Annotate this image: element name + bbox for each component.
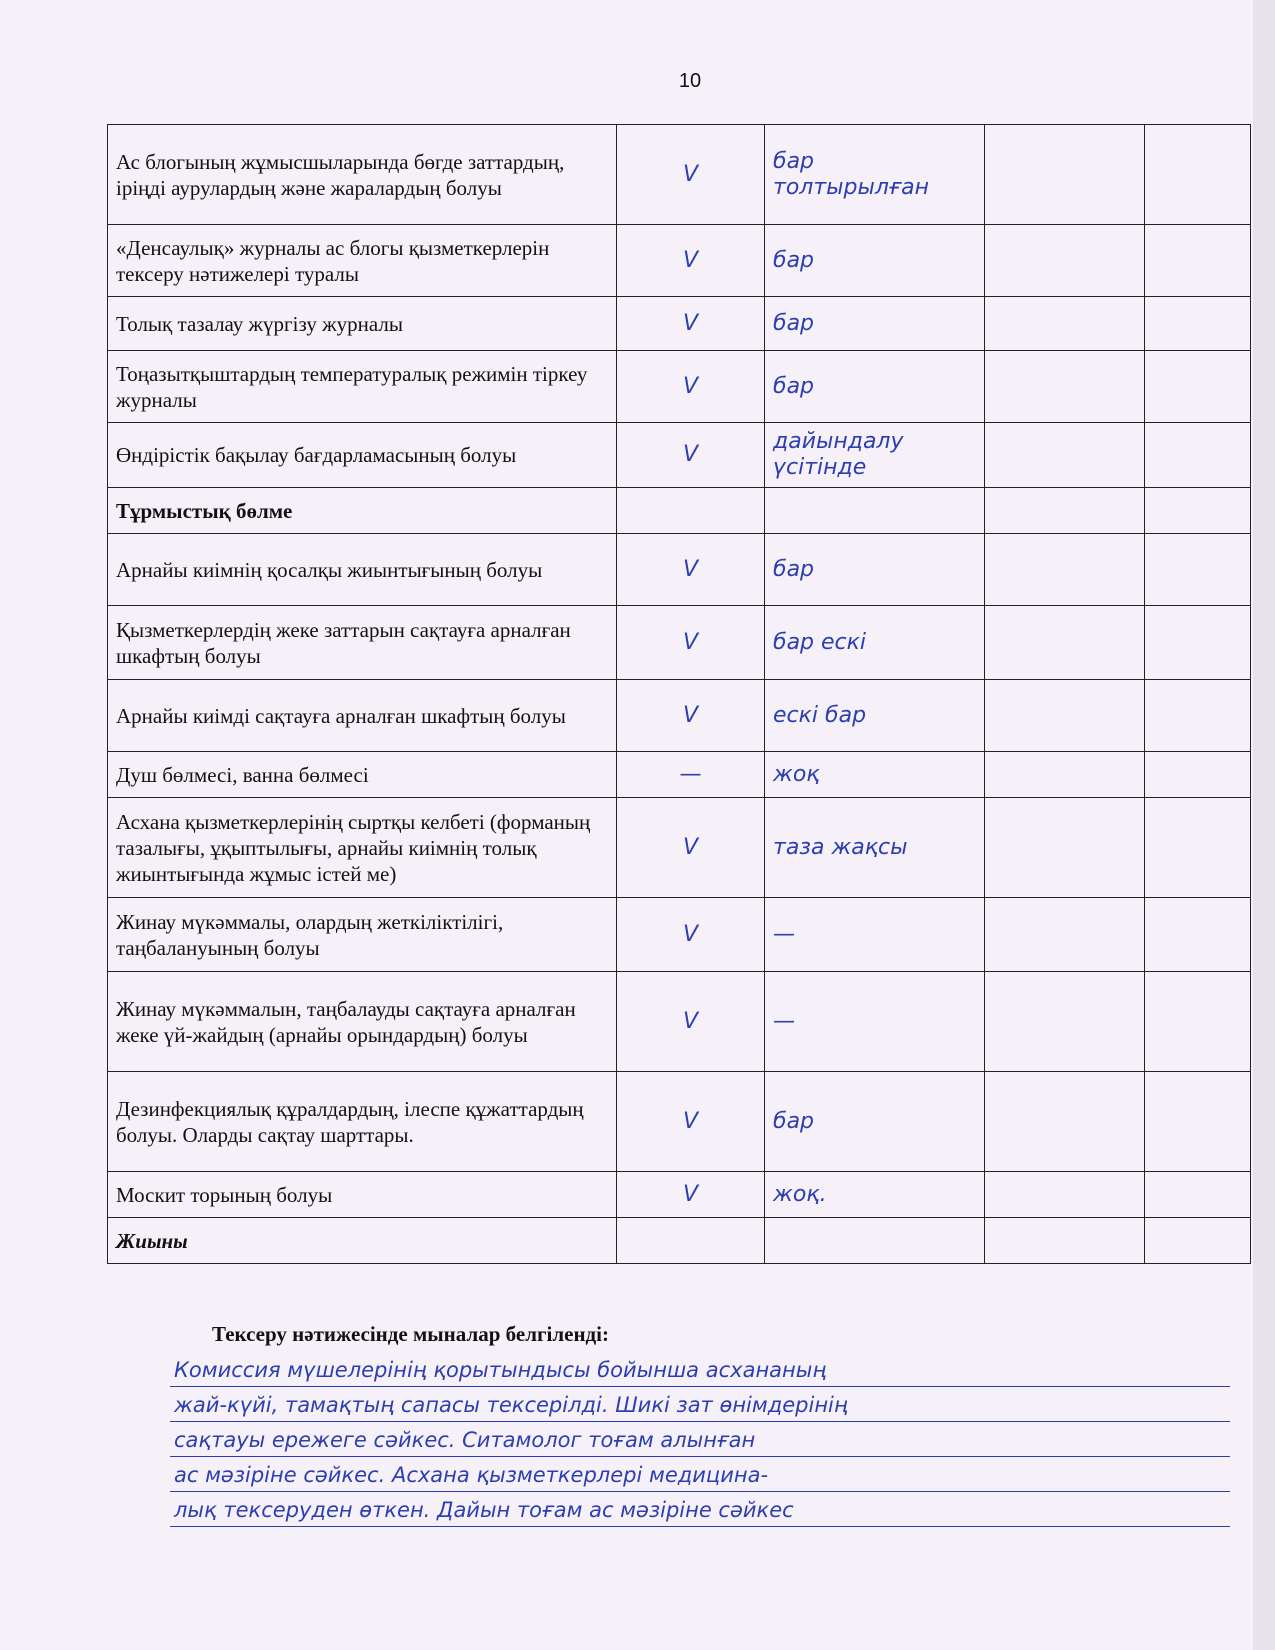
- empty-cell: [985, 898, 1145, 972]
- empty-cell: [1145, 297, 1251, 351]
- check-mark-cell: V: [617, 423, 765, 488]
- empty-cell: [1145, 488, 1251, 534]
- check-mark-cell: [617, 1218, 765, 1264]
- table-row: [108, 1072, 1251, 1172]
- table-row: [108, 898, 1251, 972]
- row-label: Жинау мүкәммалы, олардың жеткіліктілігі, таңбалануының болуы: [108, 898, 617, 972]
- empty-cell: [1145, 972, 1251, 1072]
- empty-cell: [985, 680, 1145, 752]
- empty-cell: [985, 125, 1145, 225]
- findings-line: Комиссия мүшелерінің қорытындысы бойынша асхананың: [170, 1352, 1230, 1387]
- note-cell: —: [765, 972, 985, 1072]
- row-label: Дезинфекциялық құралдардың, ілеспе құжаттардың болуы. Оларды сақтау шарттары.: [108, 1072, 617, 1172]
- total-row: [108, 1218, 1251, 1264]
- empty-cell: [985, 1172, 1145, 1218]
- table-row: [108, 798, 1251, 898]
- empty-cell: [1145, 606, 1251, 680]
- check-mark-cell: V: [617, 351, 765, 423]
- empty-cell: [985, 351, 1145, 423]
- page-number: 10: [678, 70, 702, 92]
- row-label: Жинау мүкәммалын, таңбалауды сақтауға арналған жеке үй-жайдың (арнайы орындардың) болуы: [108, 972, 617, 1072]
- note-cell: бар: [765, 1072, 985, 1172]
- empty-cell: [985, 488, 1145, 534]
- table-row: [108, 423, 1251, 488]
- row-label: Тұрмыстық бөлме: [108, 488, 617, 534]
- empty-cell: [985, 534, 1145, 606]
- note-cell: [765, 1218, 985, 1264]
- check-mark-cell: V: [617, 680, 765, 752]
- check-mark-cell: V: [617, 1172, 765, 1218]
- note-cell: бар ескі: [765, 606, 985, 680]
- note-cell: [765, 488, 985, 534]
- check-mark-cell: V: [617, 225, 765, 297]
- empty-cell: [985, 606, 1145, 680]
- empty-cell: [985, 423, 1145, 488]
- note-cell: ескі бар: [765, 680, 985, 752]
- empty-cell: [1145, 798, 1251, 898]
- table-row: [108, 1172, 1251, 1218]
- findings-line: жай-күйі, тамақтың сапасы тексерілді. Шикі зат өнімдерінің: [170, 1387, 1230, 1422]
- note-cell: бар: [765, 351, 985, 423]
- check-mark-cell: V: [617, 297, 765, 351]
- note-cell: жоқ.: [765, 1172, 985, 1218]
- empty-cell: [1145, 680, 1251, 752]
- empty-cell: [1145, 351, 1251, 423]
- empty-cell: [1145, 1072, 1251, 1172]
- note-cell: дайындалу үсітінде: [765, 423, 985, 488]
- row-label: Душ бөлмесі, ванна бөлмесі: [108, 752, 617, 798]
- row-label: Арнайы киімді сақтауға арналған шкафтың болуы: [108, 680, 617, 752]
- empty-cell: [1145, 125, 1251, 225]
- row-label: Асхана қызметкерлерінің сыртқы келбеті (форманың тазалығы, ұқыптылығы, арнайы киімнің толық жиынтығында жұмыс істей ме): [108, 798, 617, 898]
- table-row: [108, 125, 1251, 225]
- note-cell: бар: [765, 534, 985, 606]
- empty-cell: [1145, 225, 1251, 297]
- row-label: Арнайы киімнің қосалқы жиынтығының болуы: [108, 534, 617, 606]
- empty-cell: [985, 1072, 1145, 1172]
- table-row: [108, 225, 1251, 297]
- row-label: Тоңазытқыштардың температуралық режимін тіркеу журналы: [108, 351, 617, 423]
- row-label: Өндірістік бақылау бағдарламасының болуы: [108, 423, 617, 488]
- empty-cell: [1145, 752, 1251, 798]
- note-cell: таза жақсы: [765, 798, 985, 898]
- empty-cell: [985, 297, 1145, 351]
- table-row: [108, 972, 1251, 1072]
- table-row: [108, 680, 1251, 752]
- page-edge: [1253, 0, 1275, 1650]
- note-cell: бар толтырылған: [765, 125, 985, 225]
- findings-line: сақтауы ережеге сәйкес. Ситамолог тоғам алынған: [170, 1422, 1230, 1457]
- note-cell: бар: [765, 297, 985, 351]
- empty-cell: [1145, 1218, 1251, 1264]
- check-mark-cell: V: [617, 125, 765, 225]
- table-row: [108, 297, 1251, 351]
- findings-handwritten-text: [170, 1352, 1230, 1527]
- note-cell: —: [765, 898, 985, 972]
- check-mark-cell: V: [617, 898, 765, 972]
- check-mark-cell: V: [617, 972, 765, 1072]
- table-row: [108, 606, 1251, 680]
- section-row: [108, 488, 1251, 534]
- empty-cell: [985, 1218, 1145, 1264]
- findings-title: Тексеру нәтижесінде мыналар белгіленді:: [212, 1322, 610, 1346]
- empty-cell: [985, 798, 1145, 898]
- row-label: Ас блогының жұмысшыларында бөгде заттардың, іріңді аурулардың және жаралардың болуы: [108, 125, 617, 225]
- findings-line: лық тексеруден өткен. Дайын тоғам ас мәзіріне сәйкес: [170, 1492, 1230, 1527]
- row-label: Қызметкерлердің жеке заттарын сақтауға арналған шкафтың болуы: [108, 606, 617, 680]
- empty-cell: [1145, 534, 1251, 606]
- row-label: Москит торының болуы: [108, 1172, 617, 1218]
- row-label: Жиыны: [108, 1218, 617, 1264]
- check-mark-cell: V: [617, 534, 765, 606]
- table-row: [108, 351, 1251, 423]
- empty-cell: [985, 752, 1145, 798]
- empty-cell: [1145, 1172, 1251, 1218]
- empty-cell: [985, 225, 1145, 297]
- note-cell: жоқ: [765, 752, 985, 798]
- row-label: Толық тазалау жүргізу журналы: [108, 297, 617, 351]
- check-mark-cell: V: [617, 798, 765, 898]
- empty-cell: [1145, 423, 1251, 488]
- inspection-checklist-table: [107, 124, 1251, 1264]
- empty-cell: [1145, 898, 1251, 972]
- table-row: [108, 534, 1251, 606]
- check-mark-cell: V: [617, 1072, 765, 1172]
- table-row: [108, 752, 1251, 798]
- note-cell: бар: [765, 225, 985, 297]
- check-mark-cell: [617, 488, 765, 534]
- check-mark-cell: V: [617, 606, 765, 680]
- check-mark-cell: —: [617, 752, 765, 798]
- row-label: «Денсаулық» журналы ас блогы қызметкерлерін тексеру нәтижелері туралы: [108, 225, 617, 297]
- empty-cell: [985, 972, 1145, 1072]
- findings-line: ас мәзіріне сәйкес. Асхана қызметкерлері медицина-: [170, 1457, 1230, 1492]
